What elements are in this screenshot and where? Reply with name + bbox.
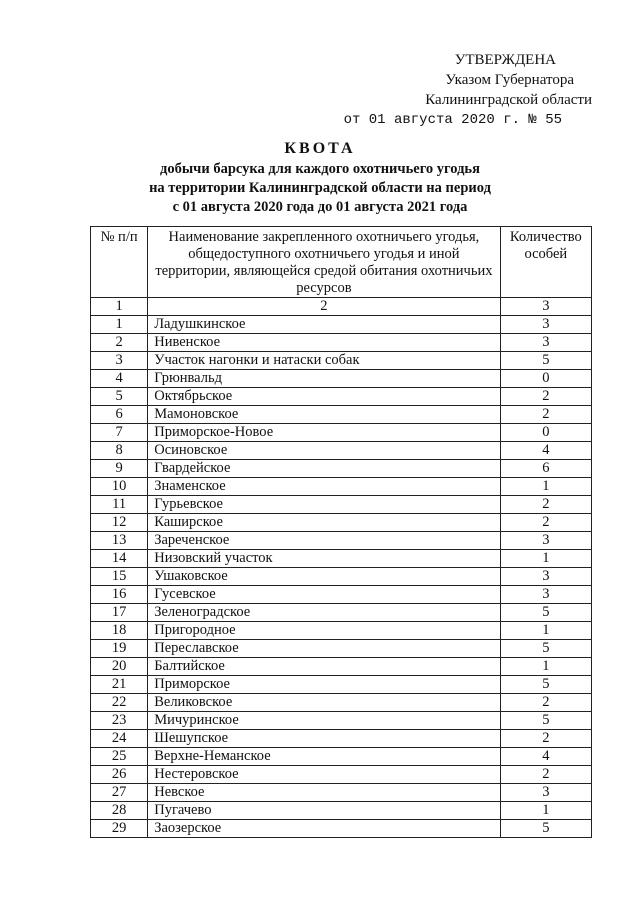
table-row xyxy=(91,316,592,334)
table-row xyxy=(91,748,592,766)
row-num-cell: 20 xyxy=(91,658,148,676)
row-name-cell: Низовский участок xyxy=(148,550,500,568)
row-num-cell: 19 xyxy=(91,640,148,658)
table-row xyxy=(91,586,592,604)
row-count-cell: 1 xyxy=(500,550,591,568)
row-num-cell: 14 xyxy=(91,550,148,568)
row-count-cell: 4 xyxy=(500,748,591,766)
row-count-cell: 3 xyxy=(500,586,591,604)
approval-authority: Указом Губернатора xyxy=(445,72,574,88)
title-line-1: добычи барсука для каждого охотничьего угодья xyxy=(160,161,480,177)
row-name-cell: Великовское xyxy=(148,694,500,712)
table-row xyxy=(91,334,592,352)
row-count-cell: 1 xyxy=(500,658,591,676)
table-row xyxy=(91,640,592,658)
row-num-cell: 4 xyxy=(91,370,148,388)
row-num-cell: 28 xyxy=(91,802,148,820)
row-name-cell: Зеленоградское xyxy=(148,604,500,622)
row-num-cell: 1 xyxy=(91,316,148,334)
row-count-cell: 4 xyxy=(500,442,591,460)
row-num-cell: 26 xyxy=(91,766,148,784)
approval-date: от 01 августа 2020 г. № 55 xyxy=(343,112,562,128)
table-row xyxy=(91,352,592,370)
table-row xyxy=(91,802,592,820)
row-num-cell: 15 xyxy=(91,568,148,586)
table-row xyxy=(91,514,592,532)
table-row xyxy=(91,406,592,424)
row-name-cell: Нивенское xyxy=(148,334,500,352)
row-count-cell: 5 xyxy=(500,640,591,658)
header-name: Наименование закрепленного охотничьего угодья, общедоступного охотничьего угодья и иной территории, являющейся средой обитания охотничьих ресурсов xyxy=(148,227,500,298)
row-count-cell: 5 xyxy=(500,712,591,730)
index-cell: 3 xyxy=(500,298,591,316)
row-name-cell: Гурьевское xyxy=(148,496,500,514)
approval-heading: УТВЕРЖДЕНА xyxy=(454,52,556,68)
table-row xyxy=(91,550,592,568)
row-name-cell: Приморское-Новое xyxy=(148,424,500,442)
table-row xyxy=(91,478,592,496)
row-count-cell: 1 xyxy=(500,478,591,496)
row-count-cell: 1 xyxy=(500,622,591,640)
row-name-cell: Мамоновское xyxy=(148,406,500,424)
row-count-cell: 2 xyxy=(500,766,591,784)
row-num-cell: 23 xyxy=(91,712,148,730)
row-name-cell: Осиновское xyxy=(148,442,500,460)
row-num-cell: 6 xyxy=(91,406,148,424)
row-num-cell: 17 xyxy=(91,604,148,622)
row-num-cell: 8 xyxy=(91,442,148,460)
table-row xyxy=(91,460,592,478)
table-row xyxy=(91,694,592,712)
row-name-cell: Ладушкинское xyxy=(148,316,500,334)
row-num-cell: 27 xyxy=(91,784,148,802)
row-count-cell: 5 xyxy=(500,604,591,622)
row-name-cell: Каширское xyxy=(148,514,500,532)
index-cell: 2 xyxy=(148,298,500,316)
table-row xyxy=(91,730,592,748)
row-name-cell: Шешупское xyxy=(148,730,500,748)
table-row xyxy=(91,766,592,784)
row-name-cell: Участок нагонки и натаски собак xyxy=(148,352,500,370)
row-name-cell: Переславское xyxy=(148,640,500,658)
row-count-cell: 3 xyxy=(500,532,591,550)
row-count-cell: 1 xyxy=(500,802,591,820)
row-num-cell: 2 xyxy=(91,334,148,352)
row-name-cell: Октябрьское xyxy=(148,388,500,406)
row-num-cell: 24 xyxy=(91,730,148,748)
index-cell: 1 xyxy=(91,298,148,316)
row-num-cell: 9 xyxy=(91,460,148,478)
table-row xyxy=(91,532,592,550)
table-row xyxy=(91,604,592,622)
table-header-row xyxy=(91,227,592,298)
table-row xyxy=(91,370,592,388)
row-num-cell: 11 xyxy=(91,496,148,514)
row-name-cell: Приморское xyxy=(148,676,500,694)
row-num-cell: 3 xyxy=(91,352,148,370)
row-name-cell: Верхне-Неманское xyxy=(148,748,500,766)
row-num-cell: 7 xyxy=(91,424,148,442)
approval-stamp xyxy=(330,50,592,130)
quota-table xyxy=(90,226,592,838)
row-count-cell: 5 xyxy=(500,820,591,838)
row-name-cell: Ушаковское xyxy=(148,568,500,586)
row-num-cell: 18 xyxy=(91,622,148,640)
row-count-cell: 3 xyxy=(500,784,591,802)
table-row xyxy=(91,388,592,406)
row-name-cell: Знаменское xyxy=(148,478,500,496)
row-count-cell: 6 xyxy=(500,460,591,478)
row-count-cell: 3 xyxy=(500,334,591,352)
row-count-cell: 2 xyxy=(500,406,591,424)
table-row xyxy=(91,568,592,586)
table-row xyxy=(91,424,592,442)
row-num-cell: 16 xyxy=(91,586,148,604)
header-count: Количество особей xyxy=(500,227,591,298)
row-name-cell: Грюнвальд xyxy=(148,370,500,388)
column-index-row xyxy=(91,298,592,316)
row-count-cell: 2 xyxy=(500,730,591,748)
document-title xyxy=(120,138,520,217)
table-row xyxy=(91,712,592,730)
row-name-cell: Нестеровское xyxy=(148,766,500,784)
row-num-cell: 25 xyxy=(91,748,148,766)
row-count-cell: 2 xyxy=(500,514,591,532)
row-name-cell: Пригородное xyxy=(148,622,500,640)
table-row xyxy=(91,442,592,460)
row-num-cell: 12 xyxy=(91,514,148,532)
row-num-cell: 5 xyxy=(91,388,148,406)
row-num-cell: 10 xyxy=(91,478,148,496)
row-count-cell: 2 xyxy=(500,388,591,406)
table-row xyxy=(91,784,592,802)
row-count-cell: 5 xyxy=(500,352,591,370)
row-count-cell: 2 xyxy=(500,694,591,712)
row-count-cell: 2 xyxy=(500,496,591,514)
row-name-cell: Заозерское xyxy=(148,820,500,838)
row-count-cell: 5 xyxy=(500,676,591,694)
title-line-3: с 01 августа 2020 года до 01 августа 2021 года xyxy=(172,199,468,215)
table-row xyxy=(91,820,592,838)
header-num: № п/п xyxy=(91,227,148,298)
row-count-cell: 3 xyxy=(500,568,591,586)
table-row xyxy=(91,496,592,514)
table-row xyxy=(91,676,592,694)
title-line-2: на территории Калининградской области на период xyxy=(149,180,491,196)
row-num-cell: 29 xyxy=(91,820,148,838)
row-count-cell: 0 xyxy=(500,424,591,442)
table-row xyxy=(91,622,592,640)
row-name-cell: Невское xyxy=(148,784,500,802)
title-kvota: КВОТА xyxy=(284,140,356,157)
row-name-cell: Пугачево xyxy=(148,802,500,820)
row-num-cell: 21 xyxy=(91,676,148,694)
row-count-cell: 0 xyxy=(500,370,591,388)
table-row xyxy=(91,658,592,676)
row-name-cell: Гвардейское xyxy=(148,460,500,478)
row-num-cell: 13 xyxy=(91,532,148,550)
row-num-cell: 22 xyxy=(91,694,148,712)
row-name-cell: Зареченское xyxy=(148,532,500,550)
row-name-cell: Мичуринское xyxy=(148,712,500,730)
row-name-cell: Гусевское xyxy=(148,586,500,604)
row-count-cell: 3 xyxy=(500,316,591,334)
approval-region: Калининградской области xyxy=(425,92,592,108)
row-name-cell: Балтийское xyxy=(148,658,500,676)
